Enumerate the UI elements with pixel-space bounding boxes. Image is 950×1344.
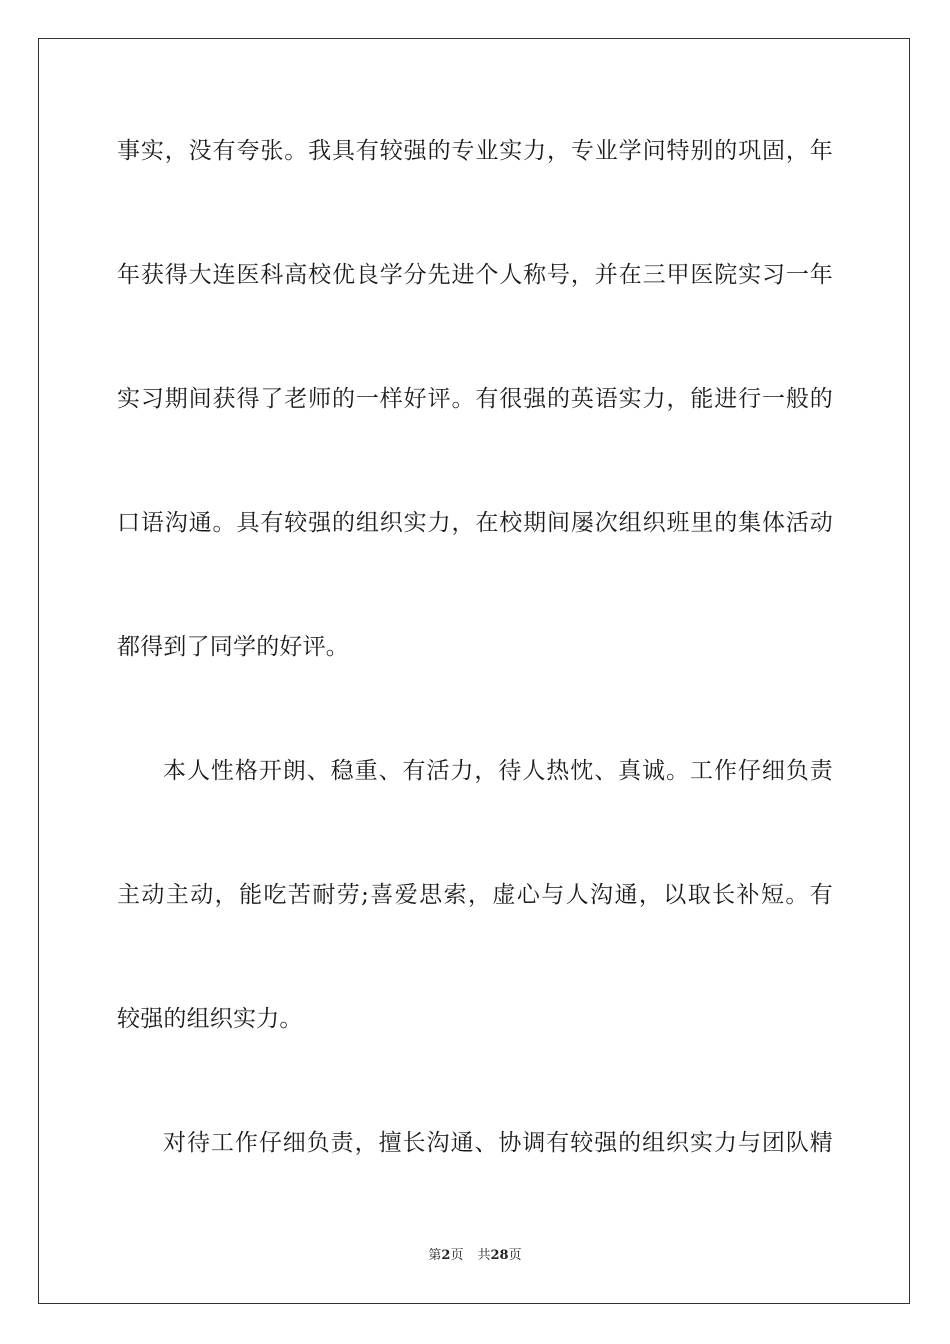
body-text-line: 事实，没有夸张。我具有较强的专业实力，专业学问特别的巩固，年: [117, 138, 833, 164]
page-border: [38, 38, 910, 1304]
body-text-line: 主动主动，能吃苦耐劳;喜爱思索，虚心与人沟通，以取长补短。有: [117, 882, 833, 908]
paragraph-first-line: 本人性格开朗、稳重、有活力，待人热忱、真诚。工作仔细负责: [163, 758, 833, 784]
page-prefix: 第: [428, 1248, 442, 1263]
body-text-line: 口语沟通。具有较强的组织实力，在校期间屡次组织班里的集体活动: [117, 510, 833, 536]
page-number-footer: [0, 1247, 950, 1265]
body-text-line: 较强的组织实力。: [117, 1006, 303, 1032]
total-prefix: 共: [477, 1248, 491, 1263]
paragraph-first-line: 对待工作仔细负责，擅长沟通、协调有较强的组织实力与团队精: [163, 1130, 833, 1156]
body-text-line: 年获得大连医科高校优良学分先进个人称号，并在三甲医院实习一年: [117, 262, 833, 288]
page-suffix: 页: [450, 1248, 464, 1263]
body-text-line: 都得到了同学的好评。: [117, 634, 349, 660]
current-page-number: 2: [441, 1248, 451, 1263]
body-text-line: 实习期间获得了老师的一样好评。有很强的英语实力，能进行一般的: [117, 386, 833, 412]
total-page-count: 28: [490, 1248, 509, 1263]
total-suffix: 页: [508, 1248, 522, 1263]
